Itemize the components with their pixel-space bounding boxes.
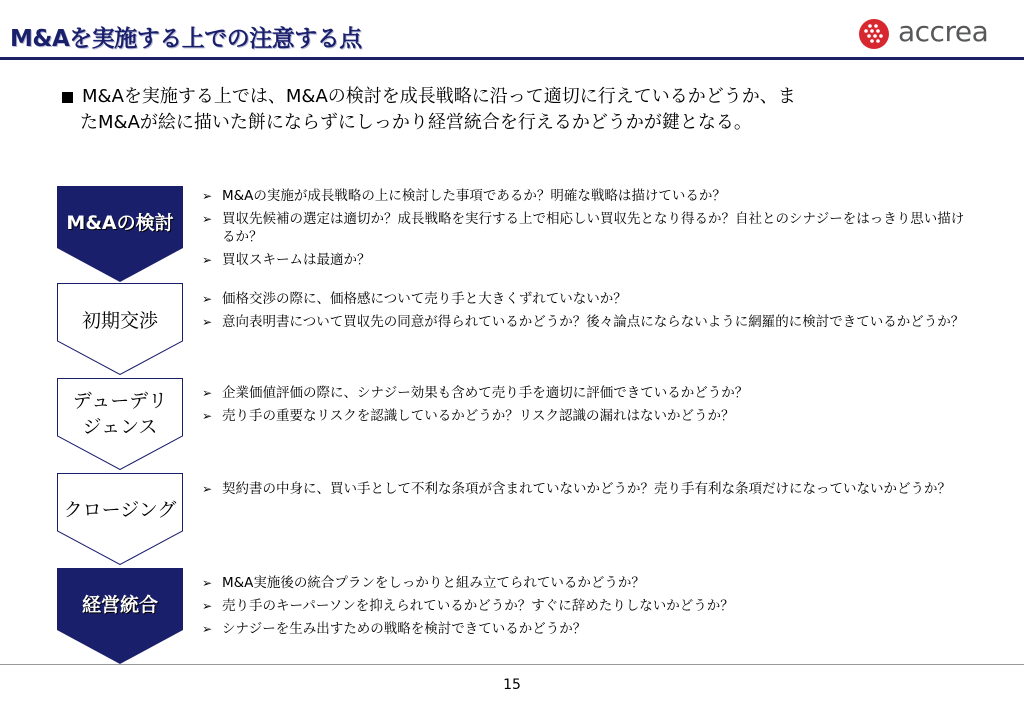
page-title: M&Aを実施する上での注意する点 [10, 26, 362, 52]
arrow-bullet-icon: ➢ [202, 482, 213, 496]
stage-4-points [202, 480, 972, 503]
list-item: ➢ 価格交渉の際に、価格感について売り手と大きくずれていないか？ [202, 291, 627, 307]
arrow-bullet-icon: ➢ [202, 386, 213, 400]
stage-2-points [202, 290, 972, 336]
stage-due-diligence [57, 378, 183, 470]
stage-closing [57, 473, 183, 565]
stage-label: 初期交渉 [81, 310, 158, 332]
stage-3-points [202, 384, 972, 430]
stage-label: デューデリ ジェンス [72, 390, 168, 438]
arrow-bullet-icon: ➢ [202, 409, 213, 423]
stage-ma-review [57, 186, 183, 282]
stage-label: M&Aの検討 [66, 212, 174, 234]
arrow-bullet-icon: ➢ [202, 315, 213, 329]
list-item: ➢ 売り手の重要なリスクを認識しているかどうか？リスク認識の漏れはないかどうか？ [202, 408, 735, 424]
stage-1-points [202, 187, 972, 274]
list-item: ➢ 買収スキームは最適か？ [202, 252, 371, 268]
arrow-bullet-icon: ➢ [202, 212, 213, 226]
page-number: 15 [503, 677, 521, 693]
stage-initial-negotiation [57, 283, 183, 375]
footer-divider [0, 664, 1024, 665]
logo-mark-icon [859, 19, 889, 49]
arrow-bullet-icon: ➢ [202, 622, 213, 636]
arrow-bullet-icon: ➢ [202, 189, 213, 203]
list-item: ➢ 意向表明書について買収先の同意が得られているかどうか？後々論点にならないように網羅的に検討できているかどうか？ [202, 314, 965, 330]
bullet-square-icon [62, 92, 73, 103]
title-divider [0, 57, 1024, 60]
list-item: ➢ M&Aの実施が成長戦略の上に検討した事項であるか？明確な戦略は描けているか？ [202, 188, 726, 204]
list-item: ➢ シナジーを生み出すための戦略を検討できているかどうか？ [202, 621, 587, 637]
arrow-bullet-icon: ➢ [202, 253, 213, 267]
lead-line-2: たM&Aが絵に描いた餅にならずにしっかり経営統合を行えるかどうかが鍵となる。 [80, 112, 752, 133]
list-item: ➢ M&A実施後の統合プランをしっかりと組み立てられているかどうか？ [202, 575, 645, 591]
list-item: ➢ 企業価値評価の際に、シナジー効果も含めて売り手を適切に評価できているかどうか？ [202, 385, 749, 401]
arrow-bullet-icon: ➢ [202, 292, 213, 306]
list-item: ➢ 買収先候補の選定は適切か？成長戦略を実行する上で相応しい買収先となり得るか？自社とのシナジーをはっきり思い描けるか？ [202, 211, 965, 245]
stage-label: クロージング [63, 499, 177, 521]
lead-line-1: M&Aを実施する上では、M&Aの検討を成長戦略に沿って適切に行えているかどうか、ま [82, 86, 796, 107]
stage-5-points [202, 574, 972, 643]
list-item: ➢ 契約書の中身に、買い手として不利な条項が含まれていないかどうか？売り手有利な条項だけになっていないかどうか？ [202, 481, 951, 497]
logo-text: accrea [898, 15, 989, 48]
list-item: ➢ 売り手のキーパーソンを抑えられているかどうか？すぐに辞めたりしないかどうか？ [202, 598, 734, 614]
arrow-bullet-icon: ➢ [202, 599, 213, 613]
stage-label: 経営統合 [81, 594, 158, 616]
arrow-bullet-icon: ➢ [202, 576, 213, 590]
stage-post-merger-integration [57, 568, 183, 664]
lead-paragraph [62, 84, 962, 136]
